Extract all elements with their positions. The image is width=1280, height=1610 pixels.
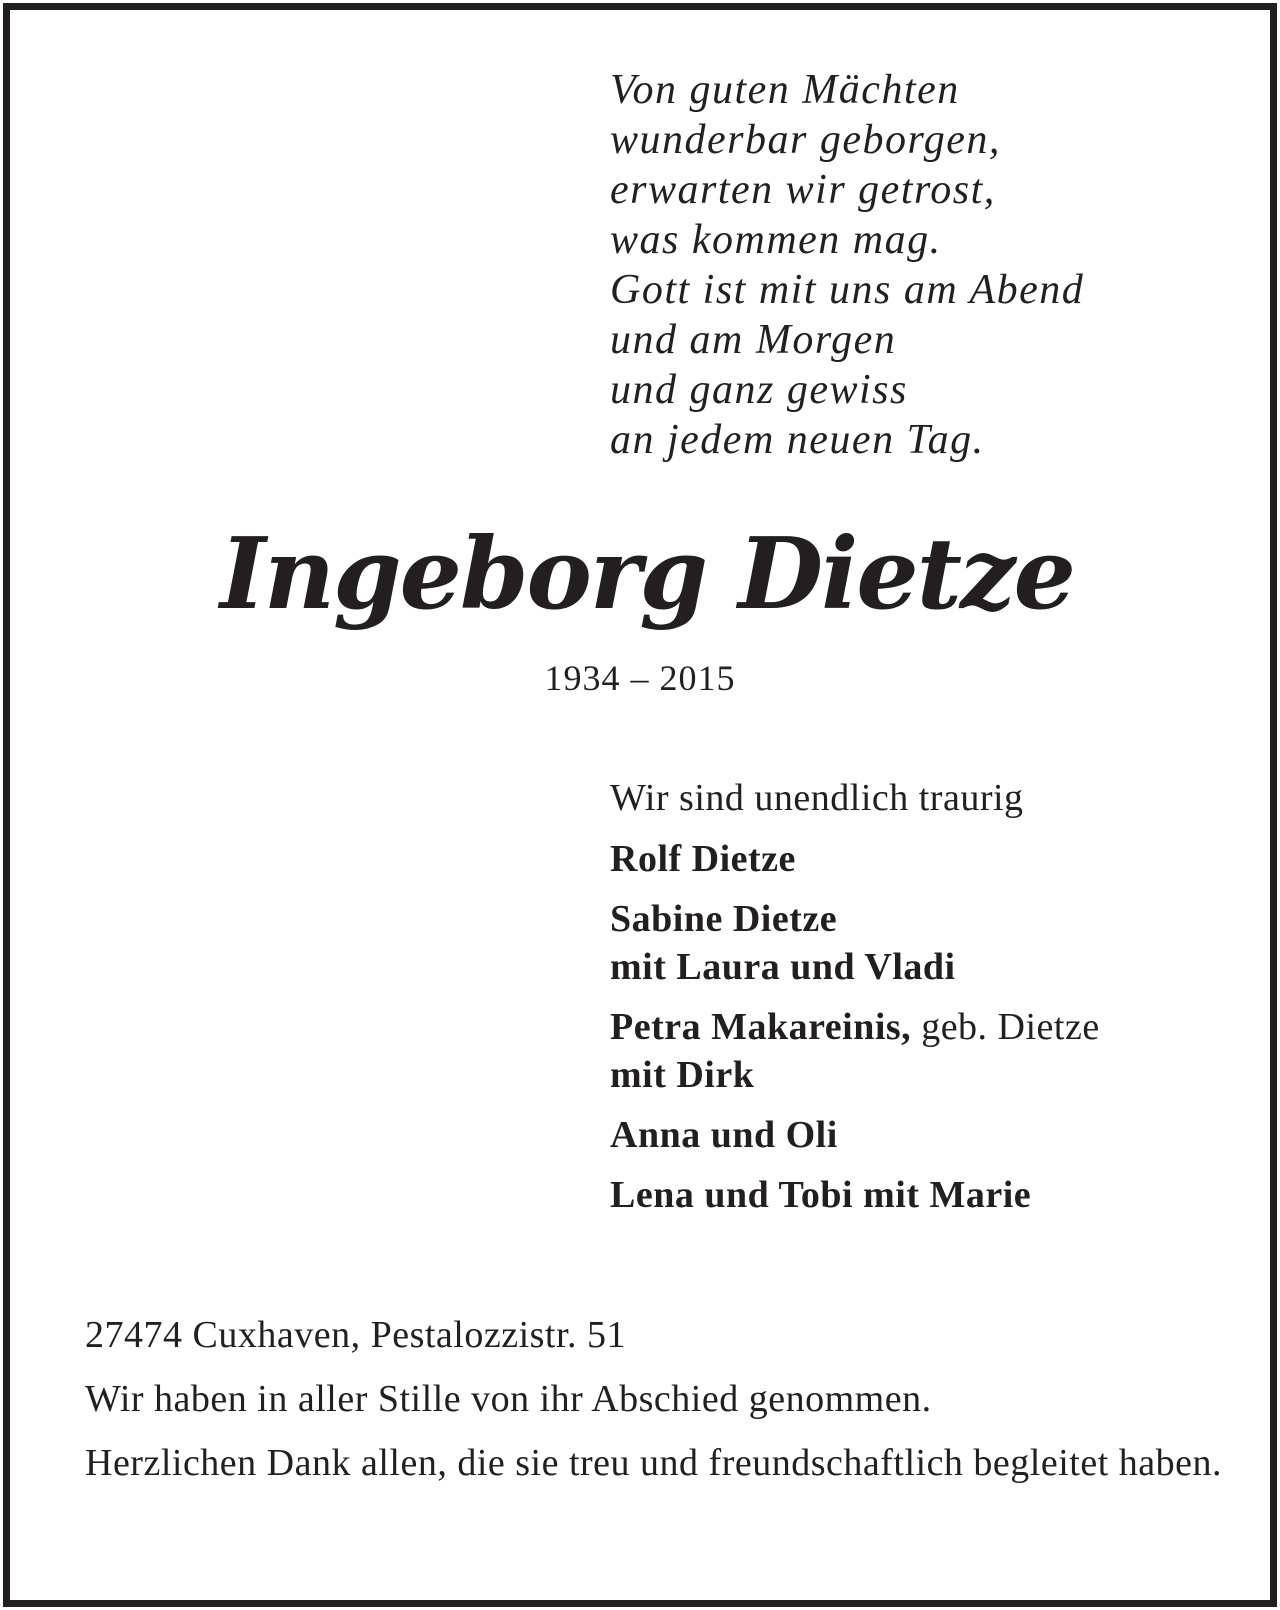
mourner-entry xyxy=(610,1003,1250,1099)
mourner-entry xyxy=(610,1171,1250,1219)
poem-line: und ganz gewiss xyxy=(610,367,908,413)
poem-line: an jedem neuen Tag. xyxy=(610,417,985,463)
footer-text xyxy=(85,1310,1225,1502)
poem-line: erwarten wir getrost, xyxy=(610,167,996,213)
deceased-name: Ingeborg Dietze xyxy=(220,517,1074,632)
thanks-note: Herzlichen Dank allen, die sie treu und freundschaftlich begleitet haben. xyxy=(85,1442,1222,1484)
mourners-intro: Wir sind unendlich traurig xyxy=(610,777,1024,819)
mourner-name: Lena und Tobi mit Marie xyxy=(610,1174,1032,1216)
poem-line: Gott ist mit uns am Abend xyxy=(610,267,1085,313)
mourner-family: mit Dirk xyxy=(610,1054,755,1096)
poem-line: und am Morgen xyxy=(610,317,897,363)
life-dates: 1934 – 2015 xyxy=(544,658,736,698)
poem-line: was kommen mag. xyxy=(610,217,942,263)
poem xyxy=(610,65,1084,465)
mourner-name: Anna und Oli xyxy=(610,1114,838,1156)
poem-line: wunderbar geborgen, xyxy=(610,117,1001,163)
mourner-family: mit Laura und Vladi xyxy=(610,946,956,988)
poem-line: Von guten Mächten xyxy=(610,67,960,113)
mourner-entry xyxy=(610,895,1250,991)
mourner-name: Petra Makareinis, xyxy=(610,1006,912,1048)
mourner-name: Rolf Dietze xyxy=(610,838,796,880)
mourner-entry xyxy=(610,835,1250,883)
mourner-name: Sabine Dietze xyxy=(610,898,838,940)
maiden-name-note: geb. Dietze xyxy=(911,1006,1100,1048)
mourner-entry xyxy=(610,1111,1250,1159)
address: 27474 Cuxhaven, Pestalozzistr. 51 xyxy=(85,1314,627,1356)
obituary-notice xyxy=(3,3,1277,1607)
farewell-note: Wir haben in aller Stille von ihr Abschied genommen. xyxy=(85,1378,932,1420)
mourners-list xyxy=(610,775,1250,1231)
